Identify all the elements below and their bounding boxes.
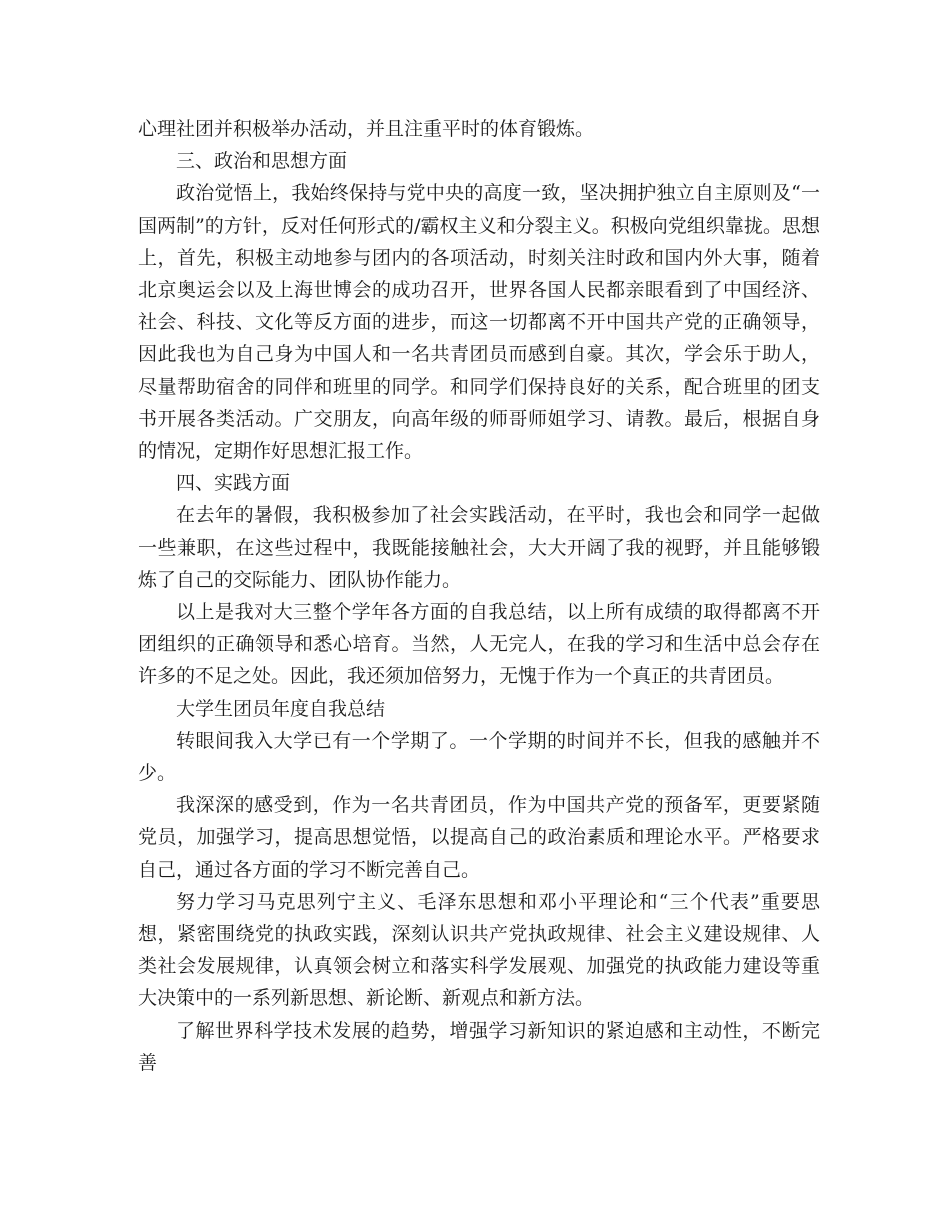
paragraph-science: 了解世界科学技术发展的趋势，增强学习新知识的紧迫感和主动性，不断完善 (138, 1019, 820, 1074)
section-heading-annual-summary: 大学生团员年度自我总结 (176, 697, 386, 720)
paragraph-feeling: 我深深的感受到，作为一名共青团员，作为中国共产党的预备军，更要紧随党员，加强学习，提高思想觉悟，以提高自己的政治素质和理论水平。严格要求自己，通过各方面的学习不断完善自己。 (138, 794, 820, 881)
paragraph-intro: 转眼间我入大学已有一个学期了。一个学期的时间并不长，但我的感触并不少。 (138, 729, 820, 785)
paragraph-politics: 政治觉悟上，我始终保持与党中央的高度一致，坚决拥护独立自主原则及“一国两制”的方针，反对任何形式的/霸权主义和分裂主义。积极向党组织靠拢。思想上，首先，积极主动地参与团内的各项活动，时刻关注时政和国内外大事，随着北京奥运会以及上海世博会的成功召开，世界各国人民都亲眼看到了中国经济、社会、科技、文化等反方面的进步，而这一切都离不开中国共产党的正确领导，因此我也为自己身为中国人和一名共青团员而感到自豪。其次，学会乐于助人，尽量帮助宿舍的同伴和班里的同学。和同学们保持良好的关系，配合班里的团支书开展各类活动。广交朋友，向高年级的师哥师姐学习、请教。最后，根据自身的情况，定期作好思想汇报工作。 (138, 182, 820, 463)
paragraph-study-theory: 努力学习马克思列宁主义、毛泽东思想和邓小平理论和“三个代表”重要思想，紧密围绕党的执政实践，深刻认识共产党执政规律、社会主义建设规律、人类社会发展规律，认真领会树立和落实科学发展观、加强党的执政能力建设等重大决策中的一系列新思想、新论断、新观点和新方法。 (138, 890, 820, 1010)
section-heading-practice: 四、实践方面 (176, 472, 291, 495)
section-heading-politics: 三、政治和思想方面 (176, 150, 348, 173)
document-body (138, 113, 820, 1079)
paragraph-conclusion: 以上是我对大三整个学年各方面的自我总结，以上所有成绩的取得都离不开团组织的正确领导和悉心培育。当然，人无完人，在我的学习和生活中总会存在许多的不足之处。因此，我还须加倍努力，无愧于作为一个真正的共青团员。 (138, 601, 820, 688)
paragraph-practice: 在去年的暑假，我积极参加了社会实践活动，在平时，我也会和同学一起做一些兼职，在这些过程中，我既能接触社会，大大开阔了我的视野，并且能够锻炼了自己的交际能力、团队协作能力。 (138, 504, 820, 591)
paragraph-continuation: 心理社团并积极举办活动，并且注重平时的体育锻炼。 (138, 118, 595, 140)
